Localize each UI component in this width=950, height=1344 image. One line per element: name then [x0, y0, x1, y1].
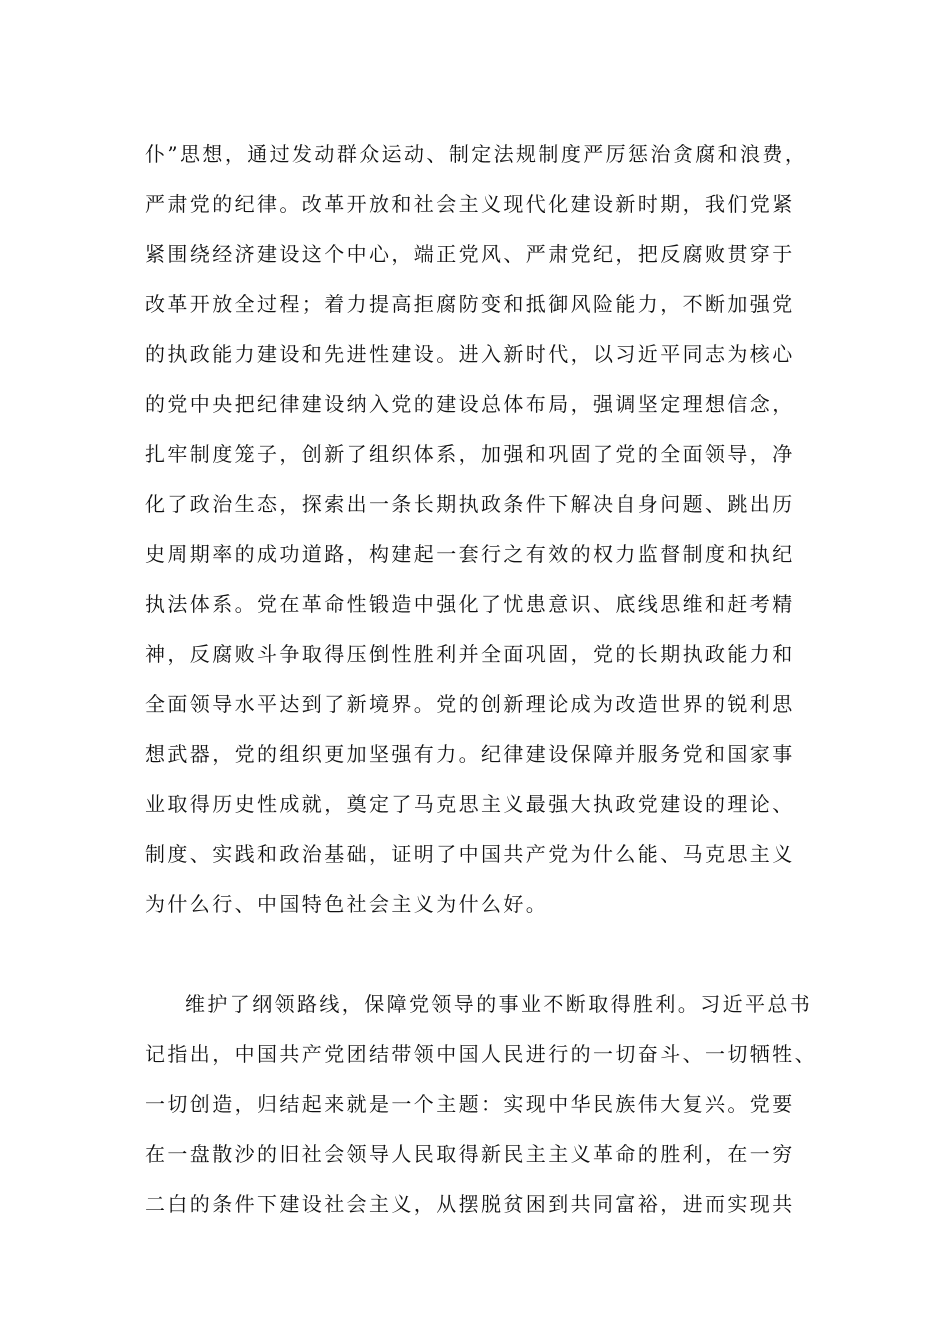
text-line: 的党中央把纪律建设纳入党的建设总体布局，强调坚定理想信念，	[145, 392, 795, 416]
text-line: 业取得历史性成就，奠定了马克思主义最强大执政党建设的理论、	[145, 792, 795, 816]
text-line: 严肃党的纪律。改革开放和社会主义现代化建设新时期，我们党紧	[145, 192, 795, 216]
text-line: 执法体系。党在革命性锻造中强化了忧患意识、底线思维和赶考精	[145, 592, 795, 616]
text-line: 神，反腐败斗争取得压倒性胜利并全面巩固，党的长期执政能力和	[145, 642, 795, 666]
text-line: 史周期率的成功道路，构建起一套行之有效的权力监督制度和执纪	[145, 542, 795, 566]
text-line: 一切创造，归结起来就是一个主题：实现中华民族伟大复兴。党要	[145, 1092, 795, 1116]
text-line: 记指出，中国共产党团结带领中国人民进行的一切奋斗、一切牺牲、	[145, 1042, 817, 1066]
text-line: 扎牢制度笼子，创新了组织体系，加强和巩固了党的全面领导，净	[145, 442, 795, 466]
text-line: 全面领导水平达到了新境界。党的创新理论成为改造世界的锐利思	[145, 692, 795, 716]
text-line: 为什么行、中国特色社会主义为什么好。	[145, 892, 549, 916]
text-line: 想武器，党的组织更加坚强有力。纪律建设保障并服务党和国家事	[145, 742, 795, 766]
text-line: 紧围绕经济建设这个中心，端正党风、严肃党纪，把反腐败贯穿于	[145, 242, 795, 266]
text-line: 化了政治生态，探索出一条长期执政条件下解决自身问题、跳出历	[145, 492, 795, 516]
text-line: 维护了纲领路线，保障党领导的事业不断取得胜利。习近平总书	[185, 992, 813, 1016]
text-line: 二白的条件下建设社会主义，从摆脱贫困到共同富裕，进而实现共	[145, 1192, 795, 1216]
text-line: 制度、实践和政治基础，证明了中国共产党为什么能、马克思主义	[145, 842, 795, 866]
text-line: 仆”思想，通过发动群众运动、制定法规制度严厉惩治贪腐和浪费，	[145, 142, 808, 166]
text-line: 的执政能力建设和先进性建设。进入新时代，以习近平同志为核心	[145, 342, 795, 366]
text-line: 改革开放全过程；着力提高拒腐防变和抵御风险能力，不断加强党	[145, 292, 795, 316]
text-line: 在一盘散沙的旧社会领导人民取得新民主主义革命的胜利，在一穷	[145, 1142, 795, 1166]
